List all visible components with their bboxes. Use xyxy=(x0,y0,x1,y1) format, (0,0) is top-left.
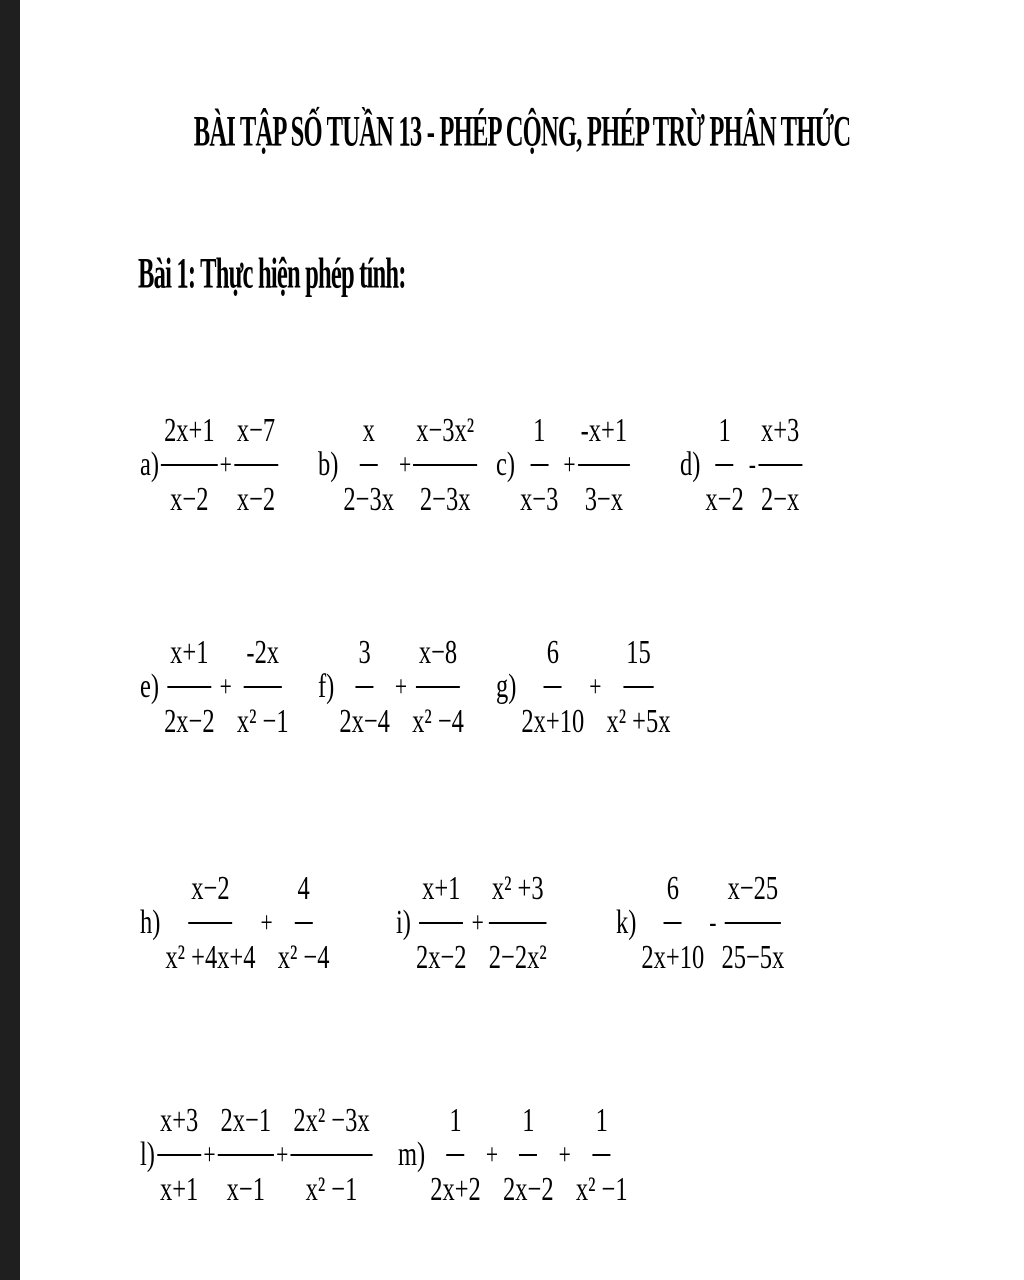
numerator: x−25 xyxy=(725,869,781,924)
problem-m xyxy=(398,1090,631,1220)
fraction xyxy=(234,633,292,741)
denominator: 2−3x xyxy=(343,481,394,518)
problem-row-4 xyxy=(0,1090,1024,1220)
operator: + xyxy=(558,1138,571,1171)
problem-label: b) xyxy=(318,446,339,483)
fraction xyxy=(157,1101,201,1209)
problem-label: m) xyxy=(398,1136,426,1173)
operator: + xyxy=(471,906,484,939)
fraction xyxy=(413,411,477,519)
denominator: 2−x xyxy=(761,481,800,518)
denominator: x−2 xyxy=(705,481,744,518)
denominator: x−1 xyxy=(226,1171,265,1208)
numerator: x+3 xyxy=(758,411,802,466)
page-title: BÀI TẬP SỐ TUẦN 13 - PHÉP CỘNG, PHÉP TRỪ PHÂN THỨC xyxy=(193,108,851,156)
operator: + xyxy=(563,448,576,481)
problem-row-3 xyxy=(0,858,1024,988)
problem-row-2 xyxy=(0,622,1024,752)
problem-d xyxy=(680,400,803,530)
numerator: 1 xyxy=(447,1101,465,1156)
problem-g xyxy=(496,622,674,752)
operator: - xyxy=(748,448,756,481)
numerator: x+1 xyxy=(419,869,463,924)
operator: + xyxy=(203,1138,216,1171)
problem-k xyxy=(616,858,788,988)
fraction xyxy=(578,411,630,519)
denominator: x−2 xyxy=(236,481,276,518)
numerator: x+3 xyxy=(157,1101,201,1156)
numerator: x xyxy=(360,411,378,466)
denominator: 2−3x xyxy=(419,481,471,518)
numerator: 4 xyxy=(295,869,313,924)
denominator: x² +5x xyxy=(606,703,671,740)
problem-label: e) xyxy=(140,668,160,705)
denominator: x² −1 xyxy=(575,1171,628,1208)
fraction xyxy=(604,633,674,741)
numerator: 2x² −3x xyxy=(290,1101,372,1156)
problem-label: d) xyxy=(680,446,701,483)
problem-label: f) xyxy=(318,668,335,705)
fraction xyxy=(336,633,392,741)
fraction xyxy=(275,869,333,977)
denominator: x+1 xyxy=(160,1171,199,1208)
problem-label: k) xyxy=(616,904,637,941)
problem-a xyxy=(140,400,279,530)
numerator: x−8 xyxy=(416,633,460,688)
exercise-heading: Bài 1: Thực hiện phép tính: xyxy=(138,250,406,298)
problem-h xyxy=(140,858,333,988)
fraction xyxy=(409,633,467,741)
fraction xyxy=(517,411,561,519)
operator: + xyxy=(394,670,408,703)
problem-i xyxy=(396,858,550,988)
operator: + xyxy=(399,448,412,481)
numerator: -2x xyxy=(244,633,282,688)
denominator: x−3 xyxy=(520,481,559,518)
denominator: 2x+2 xyxy=(430,1171,481,1208)
denominator: x² −1 xyxy=(305,1171,358,1208)
denominator: 2x−4 xyxy=(339,703,390,740)
problem-c xyxy=(496,400,631,530)
problem-label: a) xyxy=(140,446,160,483)
denominator: x² −4 xyxy=(412,703,464,740)
fraction xyxy=(500,1101,556,1209)
numerator: 3 xyxy=(356,633,374,688)
denominator: x² −4 xyxy=(277,939,330,976)
numerator: x−7 xyxy=(234,411,278,466)
numerator: 6 xyxy=(544,633,562,688)
denominator: x² +4x+4 xyxy=(165,939,256,976)
numerator: 1 xyxy=(593,1101,611,1156)
denominator: 3−x xyxy=(584,481,623,518)
numerator: x+1 xyxy=(167,633,211,688)
denominator: 2x+10 xyxy=(521,703,585,740)
numerator: 1 xyxy=(519,1101,537,1156)
numerator: x−3x² xyxy=(413,411,477,466)
denominator: 2−2x² xyxy=(488,939,547,976)
denominator: 2x−2 xyxy=(416,939,467,976)
fraction xyxy=(639,869,708,977)
denominator: x−2 xyxy=(170,481,209,518)
numerator: 1 xyxy=(530,411,548,466)
fraction xyxy=(486,869,550,977)
fraction xyxy=(290,1101,372,1209)
fraction xyxy=(161,411,217,519)
fraction xyxy=(341,411,397,519)
fraction xyxy=(218,1101,274,1209)
problem-b xyxy=(318,400,478,530)
problem-l xyxy=(140,1090,373,1220)
operator: + xyxy=(276,1138,289,1171)
fraction xyxy=(427,1101,483,1209)
problem-label: g) xyxy=(496,668,517,705)
problem-label: l) xyxy=(140,1136,155,1173)
problem-f xyxy=(318,622,468,752)
numerator: x−2 xyxy=(188,869,232,924)
numerator: 2x+1 xyxy=(161,411,217,466)
problem-row-1 xyxy=(0,400,1024,530)
operator: + xyxy=(219,448,232,481)
fraction xyxy=(234,411,278,519)
numerator: x² +3 xyxy=(489,869,547,924)
denominator: x² −1 xyxy=(236,703,289,740)
fraction xyxy=(413,869,469,977)
problem-label: h) xyxy=(140,904,161,941)
denominator: 2x−2 xyxy=(503,1171,554,1208)
denominator: 2x−2 xyxy=(164,703,215,740)
operator: + xyxy=(260,906,273,939)
fraction xyxy=(163,869,259,977)
denominator: 25−5x xyxy=(721,939,785,976)
denominator: 2x+10 xyxy=(641,939,705,976)
fraction xyxy=(758,411,802,519)
problem-label: i) xyxy=(396,904,411,941)
problem-label: c) xyxy=(496,446,516,483)
numerator: 2x−1 xyxy=(218,1101,274,1156)
fraction xyxy=(703,411,747,519)
numerator: 15 xyxy=(623,633,653,688)
numerator: -x+1 xyxy=(578,411,630,466)
fraction xyxy=(519,633,588,741)
operator: - xyxy=(709,906,717,939)
fraction xyxy=(719,869,788,977)
fraction xyxy=(573,1101,631,1209)
operator: + xyxy=(589,670,602,703)
numerator: 1 xyxy=(716,411,734,466)
problem-e xyxy=(140,622,292,752)
fraction xyxy=(161,633,217,741)
operator: + xyxy=(485,1138,499,1171)
operator: + xyxy=(219,670,232,703)
numerator: 6 xyxy=(664,869,682,924)
